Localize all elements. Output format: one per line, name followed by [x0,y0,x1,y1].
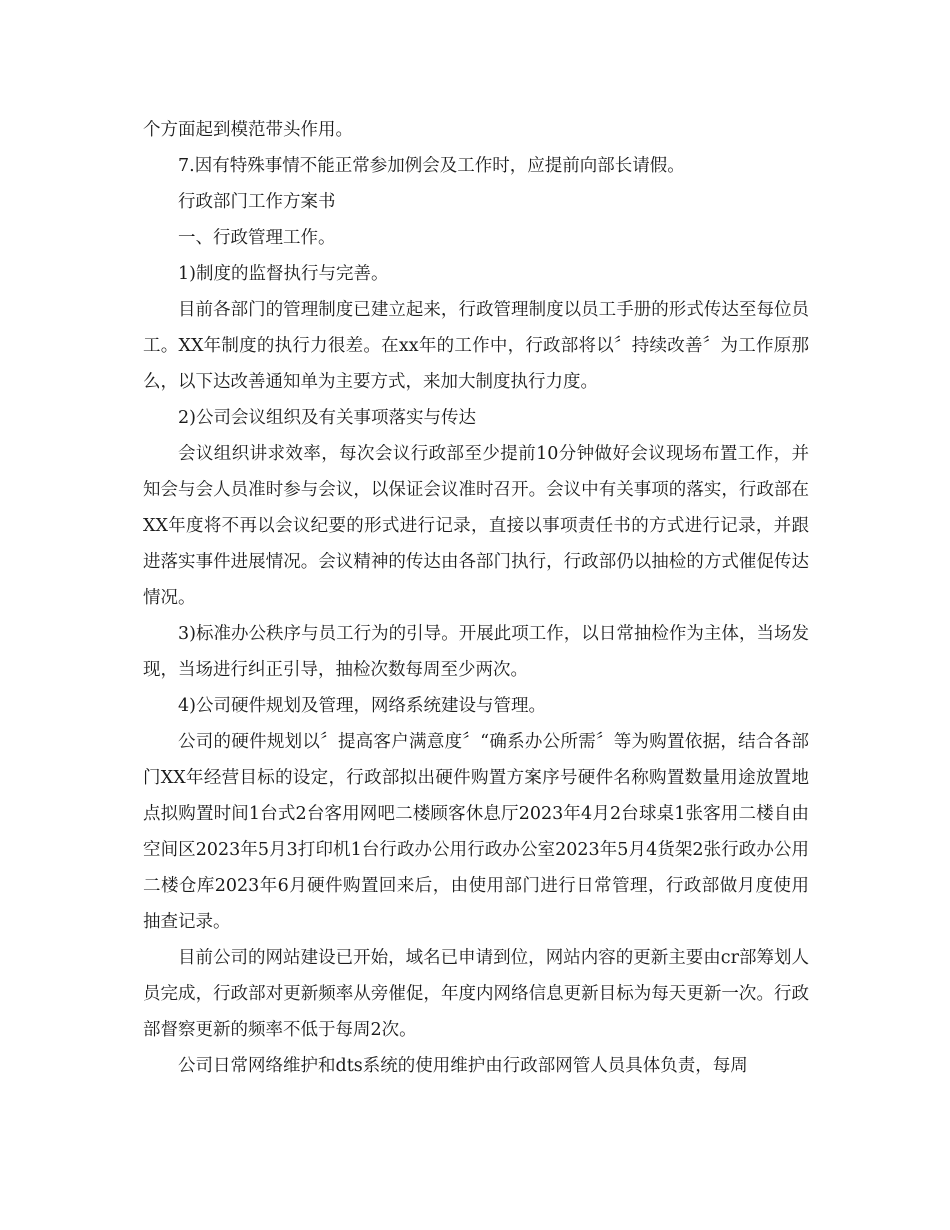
paragraph-website: 目前公司的网站建设已开始，域名已申请到位，网站内容的更新主要由cr部筹划人员完成，行政部对更新频率从旁催促，年度内网络信息更新目标为每天更新一次。行政部督察更新的频率不低于每周2次。 [143,948,809,1040]
document-body [143,112,809,1084]
subheading-2: 2)公司会议组织及有关事项落实与传达 [178,408,476,428]
subheading-1: 1)制度的监督执行与完善。 [178,264,389,284]
paragraph-office-order: 3)标准办公秩序与员工行为的引导。开展此项工作，以日常抽检作为主体，当场发现，当场进行纠正引导，抽检次数每周至少两次。 [143,624,809,680]
paragraph-item-7: 7.因有特殊事情不能正常参加例会及工作时，应提前向部长请假。 [178,156,685,176]
subheading-4: 4)公司硬件规划及管理，网络系统建设与管理。 [178,696,546,716]
paragraph-meetings: 会议组织讲求效率，每次会议行政部至少提前10分钟做好会议现场布置工作，并知会与会人员准时参与会议，以保证会议准时召开。会议中有关事项的落实，行政部在XX年度将不再以会议纪要的形式进行记录，直接以事项责任书的方式进行记录，并跟进落实事件进展情况。会议精神的传达由各部门执行，行政部仍以抽检的方式催促传达情况。 [143,444,809,608]
section-title: 行政部门工作方案书 [178,192,336,212]
paragraph-network: 公司日常网络维护和dts系统的使用维护由行政部网管人员具体负责，每周 [178,1056,748,1076]
paragraph-rules: 目前各部门的管理制度已建立起来，行政管理制度以员工手册的形式传达至每位员工。XX年制度的执行力很差。在xx年的工作中，行政部将以〞持续改善〞为工作原那么，以下达改善通知单为主要方式，来加大制度执行力度。 [143,300,809,392]
paragraph-hardware: 公司的硬件规划以〞提高客户满意度〞“确系办公所需〞等为购置依据，结合各部门XX年经营目标的设定，行政部拟出硬件购置方案序号硬件名称购置数量用途放置地点拟购置时间1台式2台客用网吧二楼顾客休息厅2023年4月2台球桌1张客用二楼自由空间区2023年5月3打印机1台行政办公用行政办公室2023年5月4货架2张行政办公用二楼仓库2023年6月硬件购置回来后，由使用部门进行日常管理，行政部做月度使用抽查记录。 [143,732,809,932]
paragraph-continuation: 个方面起到模范带头作用。 [143,120,353,140]
section-heading-1: 一、行政管理工作。 [178,228,336,248]
